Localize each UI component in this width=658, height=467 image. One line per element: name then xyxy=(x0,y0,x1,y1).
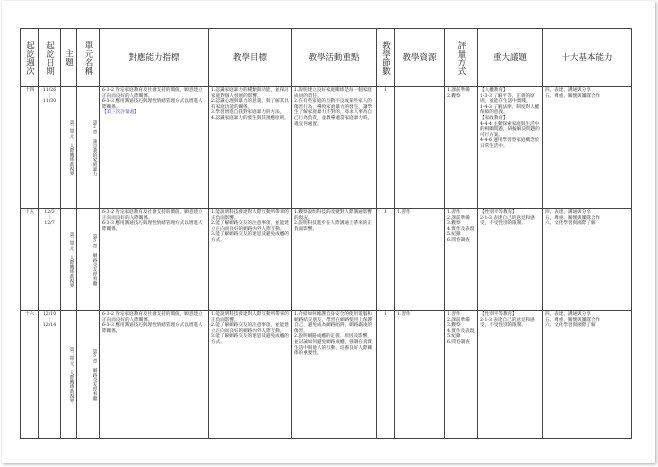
periods-cell: 1 xyxy=(377,311,395,439)
date-cell xyxy=(39,311,61,439)
date-cell xyxy=(39,87,61,209)
theme-cell: 第二單元 人際關係新視界 xyxy=(61,311,77,439)
date-separator: ｜ xyxy=(47,215,52,221)
goal-item: 2.能了解網路交友的注意事項，並能建立正向而良好的網路內外人際互動。 xyxy=(211,221,289,232)
header-periods: 教學節數 xyxy=(377,29,395,87)
week-cell: 十六 xyxy=(21,311,39,439)
resources-cell: 1.習作 xyxy=(395,311,445,439)
issues-cell xyxy=(478,87,543,209)
issue-item: 1-3-3 了解平等、正義的原則，並能在生活中實踐。 xyxy=(480,93,535,105)
goals-cell xyxy=(209,87,292,209)
header-abilities: 十大基本能力 xyxy=(543,29,632,87)
header-date: 起訖日期 xyxy=(39,29,61,87)
abilities-cell xyxy=(543,87,632,209)
date-start: 12/3 xyxy=(44,210,55,215)
week-cell: 十四 xyxy=(21,87,39,209)
header-row xyxy=(21,29,632,87)
abilities-cell xyxy=(543,209,632,311)
assessment-item: 6.問卷調查 xyxy=(447,339,470,345)
assessment-item: 1.課前準備 xyxy=(447,88,470,93)
issue-item: 【家政教育】 xyxy=(480,115,508,121)
goal-item: 3.學習增進自我對家庭暴力的方法。 xyxy=(211,110,285,116)
date-start: 11/26 xyxy=(42,88,57,93)
resources-cell: 1.習作 xyxy=(395,209,445,311)
issues-cell xyxy=(478,311,543,439)
date-end: 12/7 xyxy=(44,221,55,227)
goal-item: 3.能了解網路交友的迷思及避免成癮的方式。 xyxy=(211,334,289,345)
assessment-item: 1.習作 xyxy=(447,210,461,215)
assessment-item: 2.課前準備 xyxy=(447,215,470,221)
assessment-cell xyxy=(445,209,478,311)
indicator-item: 6-3-2 肯定家庭教育及社會支持的價值，願意建立正向而良好的人際關係。 xyxy=(102,88,203,99)
resources-cell xyxy=(395,87,445,209)
focus-item: 1.觀察說明科技的改變對人際溝通影響的現況。 xyxy=(294,210,372,221)
focus-item: 2.在有些家庭的互動不良或某些家人的傷害行為，導致家庭暴力的發生，讓學生了解家庭暴力不對的，尋求人事為自己行為負責，並教導適當家庭暴力時，適宜何處置。 xyxy=(294,99,373,127)
assessment-item: 3.觀察 xyxy=(447,221,461,227)
header-goals: 教學目標 xyxy=(209,29,292,87)
assessment-item: 2.觀察 xyxy=(447,93,461,99)
ability-item: 四、表達、溝通與分享 xyxy=(545,88,591,93)
issue-item: 2-1-3 表達自己的意見和感受，不受性別的限制。 xyxy=(480,215,535,227)
date-end: 12/14 xyxy=(42,323,57,329)
unit-cell: 第2章 誰是我的家庭暴力 xyxy=(77,87,100,209)
date-end: 11/30 xyxy=(42,99,57,105)
assessment-week-tag: 【第三次評量週】 xyxy=(102,110,139,116)
header-issues: 重大議題 xyxy=(478,29,543,87)
focus-cell xyxy=(292,87,377,209)
focus-item: 1.介紹如何維護自身安全的使用電腦和網路結交朋友，學習在網路使用上保護自己，避免成為網路陷阱，網路霸凌的傷害。 xyxy=(294,312,373,334)
indicators-cell xyxy=(100,209,209,311)
abilities-cell xyxy=(543,311,632,439)
issue-item: 2-1-3 表達自己的意見和感受，不受性別的限制。 xyxy=(480,317,535,329)
assessment-item: 5.紀錄 xyxy=(447,232,461,238)
ability-item: 五、尊重、關懷與團隊合作 xyxy=(545,93,601,99)
indicator-item: 6-3-3 應用溝通技巧與理性情緒管理方式以增進人際關係。 xyxy=(102,323,203,334)
goal-item: 3.能了解網路交友的迷思及避免成癮的方式。 xyxy=(211,232,289,243)
ability-item: 四、表達、溝通與分享 xyxy=(545,210,591,215)
header-focus: 教學活動重點 xyxy=(292,29,377,87)
goal-item: 1.能說明科技發達對人際互動所帶來的正負面影響。 xyxy=(211,312,289,323)
table-row xyxy=(21,209,632,311)
goal-item: 4.認識家庭暴力的發生與其預應原則。 xyxy=(211,115,289,121)
theme-cell: 第二單元 人際關係新視界 xyxy=(61,87,77,209)
goals-cell xyxy=(209,209,292,311)
issue-item: 【性別平等教育】 xyxy=(480,312,517,317)
lesson-plan-table xyxy=(20,28,632,439)
indicator-item: 6-3-3 應用溝通技巧與理性情緒管理方式以增進人際關係。 xyxy=(102,221,203,232)
indicators-cell xyxy=(100,311,209,439)
table-row xyxy=(21,311,632,439)
date-start: 12/10 xyxy=(42,312,57,317)
table-row xyxy=(21,87,632,209)
header-resources: 教學資源 xyxy=(395,29,445,87)
assessment-cell xyxy=(445,311,478,439)
issues-cell xyxy=(478,209,543,311)
date-separator: ｜ xyxy=(47,93,52,99)
ability-item: 四、表達、溝通與分享 xyxy=(545,312,591,317)
indicator-item: 6-3-2 肯定家庭教育及社會支持的價值，願意建立正向而良好的人際關係。 xyxy=(102,210,203,221)
document-page xyxy=(2,1,655,463)
periods-cell: 1 xyxy=(377,87,395,209)
unit-cell: 第3章 網路交友停看聽 xyxy=(77,209,100,311)
assessment-item: 6.問卷調查 xyxy=(447,237,470,243)
periods-cell: 1 xyxy=(377,209,395,311)
goals-cell xyxy=(209,311,292,439)
focus-cell xyxy=(292,209,377,311)
ability-item: 六、文化學習與國際了解 xyxy=(545,221,596,227)
focus-item: 1.說明建立良好家庭關係是每一個家庭成員的責任。 xyxy=(294,88,372,99)
issue-item: 4-4-6 運用學習型家庭概念於日常生活中。 xyxy=(480,138,540,149)
assessment-item: 1.習作 xyxy=(447,312,461,317)
assessment-item: 4.實作及表現 xyxy=(447,226,475,232)
ability-item: 五、尊重、關懷與團隊合作 xyxy=(545,215,601,221)
focus-cell xyxy=(292,311,377,439)
header-indicators: 對應能力指標 xyxy=(100,29,209,87)
ability-item: 五、尊重、關懷與團隊合作 xyxy=(545,317,601,323)
header-week: 起訖週次 xyxy=(21,29,39,87)
focus-item: 2.說明網路成癮的定義、原因及影響，並討論如何避免網路成癮，強調在真實生活中與他人的互動、培養良好人際關係的重要性。 xyxy=(294,334,373,357)
date-cell xyxy=(39,209,61,311)
goal-item: 2.認識心理與暴力的意義，與了解其具有家庭功能的關係。 xyxy=(211,99,289,110)
assessment-item: 4.實作及表現 xyxy=(447,328,475,334)
week-cell: 十五 xyxy=(21,209,39,311)
goal-item: 1.能說明科技發達對人際互動所帶來的正負面影響。 xyxy=(211,210,289,221)
header-unit: 單元名稱 xyxy=(77,29,100,87)
unit-cell: 第3章 網路交友停看聽 xyxy=(77,311,100,439)
date-separator: ｜ xyxy=(47,317,52,323)
indicators-cell xyxy=(100,87,209,209)
focus-item: 2.說明科技進步在人際溝通上帶來的正負面影響。 xyxy=(294,221,372,232)
header-assessment: 評量方式 xyxy=(445,29,478,87)
goal-item: 1.認識家庭暴力的種類與功能，並探討家庭對個人發展的影響。 xyxy=(211,88,289,99)
assessment-item: 2.課前準備 xyxy=(447,317,470,323)
issue-item: 【人權教育】 xyxy=(480,88,508,93)
issue-item: 4-4-4 主動探索家庭與生活中的相關問題，研擬解決問題的可行方案。 xyxy=(480,121,540,138)
indicator-item: 6-3-3 應用溝通技巧與理性情緒管理方式以增進人際關係。 xyxy=(102,99,203,110)
assessment-item: 3.觀察 xyxy=(447,323,461,329)
assessment-item: 5.紀錄 xyxy=(447,334,461,340)
theme-cell: 第二單元 人際關係新視界 xyxy=(61,209,77,311)
issue-item: 1-4-3 了解法律、制度對人權保障的意義。 xyxy=(480,104,540,116)
assessment-cell xyxy=(445,87,478,209)
issue-item: 【性別平等教育】 xyxy=(480,210,517,215)
indicator-item: 6-3-2 肯定家庭教育及社會支持的價值，願意建立正向而良好的人際關係。 xyxy=(102,312,203,323)
ability-item: 六、文化學習與國際了解 xyxy=(545,323,596,329)
header-theme: 主題 xyxy=(61,29,77,87)
goal-item: 2.能了解網路交友的注意事項，並能建立正向而良好的網路內外人際互動。 xyxy=(211,323,289,334)
